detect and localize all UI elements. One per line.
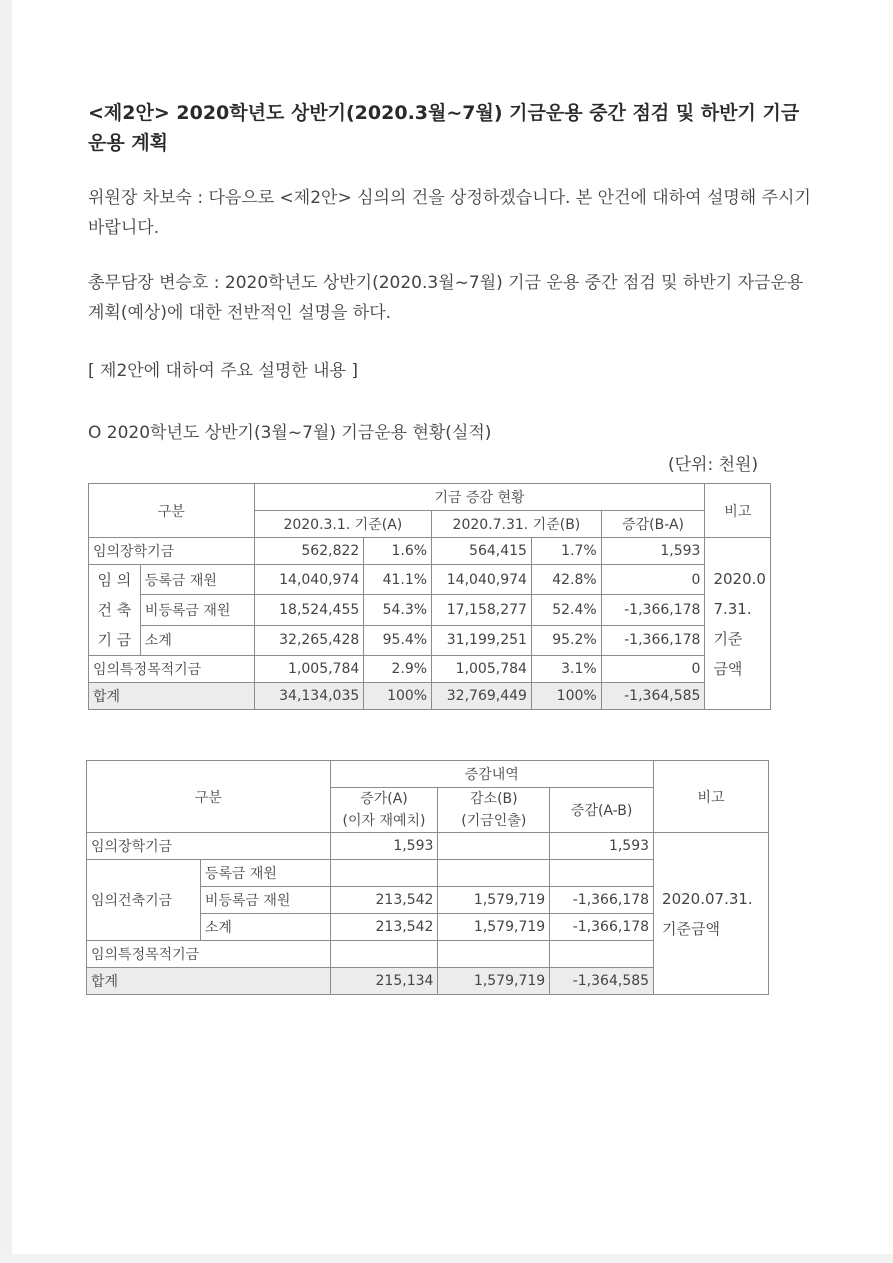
table-row	[89, 656, 771, 683]
row-label: 비등록금 재원	[200, 887, 330, 914]
header-change-detail: 증감내역	[330, 761, 654, 788]
cell-diff: 1,593	[601, 538, 705, 565]
header-increase	[330, 788, 438, 833]
page-edge	[0, 0, 12, 1263]
fund-status-subheading: O 2020학년도 상반기(3월~7월) 기금운용 현황(실적)	[88, 423, 492, 443]
cell-b-pct: 100%	[531, 683, 601, 710]
header-decrease-line: (기금인출)	[461, 813, 527, 829]
cell-increase	[330, 941, 438, 968]
note-line: 기준	[713, 629, 743, 648]
cell-b: 14,040,974	[432, 565, 532, 595]
cell-b-pct: 3.1%	[531, 656, 601, 683]
cell-increase: 1,593	[330, 833, 438, 860]
row-label: 임의장학기금	[89, 538, 255, 565]
table-row-total	[89, 683, 771, 710]
cell-decrease	[438, 833, 550, 860]
section-label: [ 제2안에 대하여 주요 설명한 내용 ]	[88, 361, 358, 381]
cell-b: 17,158,277	[432, 595, 532, 625]
header-category: 구분	[87, 761, 331, 833]
cell-b: 31,199,251	[432, 625, 532, 655]
note-line: 2020.0	[713, 569, 766, 588]
header-note: 비고	[654, 761, 769, 833]
group-label-line: 건 축	[97, 601, 132, 619]
cell-a-pct: 54.3%	[364, 595, 432, 625]
cell-decrease	[438, 860, 550, 887]
note-line: 금액	[713, 659, 743, 678]
cell-diff	[550, 860, 654, 887]
group-label-line: 임 의	[97, 571, 132, 589]
cell-diff: -1,364,585	[550, 968, 654, 995]
group-label-line: 기 금	[97, 631, 132, 649]
page-bottom-edge	[0, 1254, 893, 1263]
cell-a-pct: 1.6%	[364, 538, 432, 565]
cell-decrease: 1,579,719	[438, 968, 550, 995]
cell-b-pct: 1.7%	[531, 538, 601, 565]
note-cell	[654, 833, 769, 995]
cell-a-pct: 2.9%	[364, 656, 432, 683]
cell-b-pct: 42.8%	[531, 565, 601, 595]
fund-change-detail-table	[86, 760, 769, 995]
cell-increase: 213,542	[330, 887, 438, 914]
cell-decrease	[438, 941, 550, 968]
row-label: 등록금 재원	[140, 565, 254, 595]
header-note: 비고	[705, 484, 771, 538]
row-label: 비등록금 재원	[140, 595, 254, 625]
cell-b: 1,005,784	[432, 656, 532, 683]
row-label: 임의장학기금	[87, 833, 331, 860]
cell-b-pct: 95.2%	[531, 625, 601, 655]
row-label: 임의특정목적기금	[89, 656, 255, 683]
agenda-heading: <제2안> 2020학년도 상반기(2020.3월~7월) 기금운용 중간 점검 및 하반기 기금운용 계획	[88, 102, 800, 154]
note-line: 7.31.	[713, 599, 752, 618]
table-row	[89, 595, 771, 625]
cell-diff: -1,366,178	[550, 914, 654, 941]
fund-status-table	[88, 483, 771, 710]
row-label: 합계	[87, 968, 331, 995]
table-row	[89, 565, 771, 595]
cell-b-pct: 52.4%	[531, 595, 601, 625]
cell-a: 18,524,455	[254, 595, 364, 625]
cell-a: 32,265,428	[254, 625, 364, 655]
cell-diff: -1,366,178	[550, 887, 654, 914]
cell-diff: 0	[601, 565, 705, 595]
cell-increase	[330, 860, 438, 887]
cell-a-pct: 100%	[364, 683, 432, 710]
cell-b: 32,769,449	[432, 683, 532, 710]
cell-b: 564,415	[432, 538, 532, 565]
cell-a-pct: 41.1%	[364, 565, 432, 595]
header-increase-line: (이자 재예치)	[342, 813, 426, 829]
group-label	[89, 565, 141, 656]
cell-diff: -1,366,178	[601, 625, 705, 655]
table-row	[89, 538, 771, 565]
header-fund-change: 기금 증감 현황	[254, 484, 705, 511]
cell-diff: -1,364,585	[601, 683, 705, 710]
cell-diff: -1,366,178	[601, 595, 705, 625]
header-col-a: 2020.3.1. 기준(A)	[254, 511, 432, 538]
cell-a: 34,134,035	[254, 683, 364, 710]
unit-label: (단위: 천원)	[668, 455, 759, 475]
cell-a-pct: 95.4%	[364, 625, 432, 655]
row-label: 소계	[140, 625, 254, 655]
note-cell	[705, 538, 771, 710]
header-decrease-line: 감소(B)	[470, 791, 518, 807]
chair-statement: 위원장 차보숙 : 다음으로 <제2안> 심의의 건을 상정하겠습니다. 본 안건에 대하여 설명해 주시기 바랍니다.	[88, 188, 811, 238]
cell-increase: 213,542	[330, 914, 438, 941]
cell-a: 562,822	[254, 538, 364, 565]
header-increase-line: 증가(A)	[360, 791, 408, 807]
header-col-diff: 증감(A-B)	[550, 788, 654, 833]
note-line: 2020.07.31.	[662, 889, 753, 908]
row-label: 임의특정목적기금	[87, 941, 331, 968]
header-col-b: 2020.7.31. 기준(B)	[432, 511, 602, 538]
cell-diff: 1,593	[550, 833, 654, 860]
row-label: 소계	[200, 914, 330, 941]
cell-increase: 215,134	[330, 968, 438, 995]
cell-diff	[550, 941, 654, 968]
secretary-statement: 총무담장 변승호 : 2020학년도 상반기(2020.3월~7월) 기금 운용 중간 점검 및 하반기 자금운용 계획(예상)에 대한 전반적인 설명을 하다.	[88, 273, 804, 323]
header-category: 구분	[89, 484, 255, 538]
cell-a: 1,005,784	[254, 656, 364, 683]
row-label: 등록금 재원	[200, 860, 330, 887]
table-row	[89, 625, 771, 655]
table-row	[87, 833, 769, 860]
row-label: 합계	[89, 683, 255, 710]
cell-diff: 0	[601, 656, 705, 683]
header-decrease	[438, 788, 550, 833]
header-col-diff: 증감(B-A)	[601, 511, 705, 538]
cell-a: 14,040,974	[254, 565, 364, 595]
cell-decrease: 1,579,719	[438, 887, 550, 914]
group-label: 임의건축기금	[87, 860, 201, 941]
note-line: 기준금액	[662, 919, 721, 938]
cell-decrease: 1,579,719	[438, 914, 550, 941]
